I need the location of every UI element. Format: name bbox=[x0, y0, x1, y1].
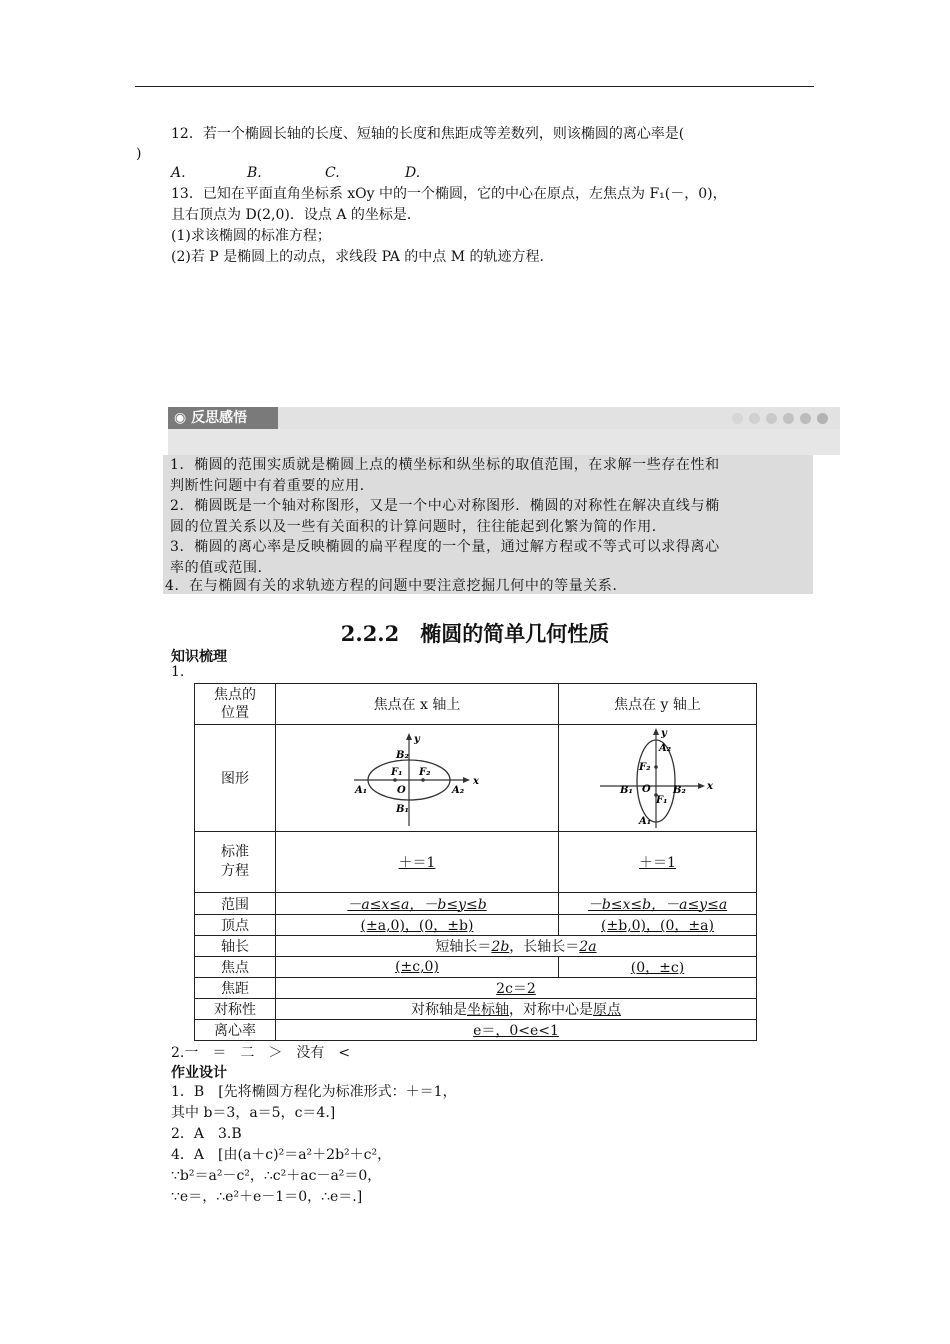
range-y bbox=[559, 893, 757, 915]
label-origin: O bbox=[641, 784, 651, 795]
eq-y-value: ＋＝1 bbox=[639, 855, 676, 871]
focus-x-value: (±c,0) bbox=[395, 959, 439, 975]
label-b1: B₁ bbox=[619, 785, 633, 796]
label-origin: O bbox=[397, 785, 406, 796]
reflection-text bbox=[170, 455, 812, 578]
dot-icon bbox=[783, 413, 794, 424]
label-a2: A₂ bbox=[658, 743, 671, 754]
reflection-line: 判断性问题中有着重要的应用． bbox=[170, 477, 375, 494]
q12-option-a: A. bbox=[171, 165, 186, 181]
item-1: 1. bbox=[171, 664, 185, 680]
knowledge-heading: 知识梳理 bbox=[171, 649, 227, 665]
ellipse-x-figure bbox=[352, 728, 482, 828]
label-f1: F₁ bbox=[391, 767, 403, 778]
section-title: 2.2.2 椭圆的简单几何性质 bbox=[340, 621, 610, 646]
symmetry-mid: ，对称中心是 bbox=[509, 1002, 593, 1018]
axis-length-mid: ，长轴长＝ bbox=[509, 939, 580, 955]
label-f2: F₂ bbox=[419, 767, 431, 778]
axis-length-label: 轴长 bbox=[195, 936, 276, 957]
reflection-line: 圆的位置关系以及一些有关面积的计算问题时，往往能起到化繁为简的作用． bbox=[170, 518, 667, 535]
focus-y-value: (0，±c) bbox=[630, 960, 685, 976]
focal-distance-value bbox=[276, 978, 757, 999]
dot-icon bbox=[800, 413, 811, 424]
label-a1: A₁ bbox=[355, 785, 368, 796]
label-f2: F₂ bbox=[638, 762, 650, 773]
focal-distance-label: 焦距 bbox=[195, 978, 276, 999]
table-row bbox=[195, 1020, 757, 1041]
homework-answers bbox=[171, 1082, 457, 1208]
homework-line: ∵b²＝a²－c²，∴c²＋ac－a²＝0， bbox=[171, 1168, 382, 1184]
homework-line: 4．A [由(a＋c)²＝a²＋2b²＋c²， bbox=[171, 1147, 392, 1163]
range-x-value: －a≤x≤a，－b≤y≤b bbox=[347, 896, 487, 913]
vertex-y bbox=[559, 915, 757, 936]
q12-paren: ) bbox=[136, 146, 142, 162]
symmetry-label: 对称性 bbox=[195, 999, 276, 1020]
eq-x bbox=[276, 832, 559, 893]
vertex-x-value: (±a,0)，(0，±b) bbox=[360, 918, 474, 934]
reflection-header: ◉ 反思感悟 bbox=[168, 407, 278, 429]
item-2-answers: 2.一 ＝ 二 ＞ 没有 < bbox=[171, 1045, 351, 1061]
axis-length-prefix: 短轴长＝ bbox=[435, 939, 492, 955]
header-y-axis: 焦点在 y 轴上 bbox=[559, 684, 757, 725]
reflection-last-line: 4．在与椭圆有关的求轨迹方程的问题中要注意挖掘几何中的等量关系． bbox=[165, 578, 628, 594]
figure-x-cell bbox=[276, 725, 559, 832]
symmetry-axis-value: 坐标轴 bbox=[467, 1002, 509, 1018]
major-axis-value: 2a bbox=[579, 939, 597, 955]
eq-label bbox=[195, 832, 276, 893]
q13-line1: 13．已知在平面直角坐标系 xOy 中的一个椭圆，它的中心在原点，左焦点为 F₁(－，0)， bbox=[171, 186, 727, 202]
reflection-line: 2．椭圆既是一个轴对称图形，又是一个中心对称图形．椭圆的对称性在解决直线与椭 bbox=[170, 498, 720, 514]
reflection-line: 率的值或范围． bbox=[170, 559, 273, 576]
table-row bbox=[195, 832, 757, 893]
homework-line: 1．B [先将椭圆方程化为标准形式：＋＝1， bbox=[171, 1084, 457, 1100]
dot-icon bbox=[817, 413, 828, 424]
table-row bbox=[195, 957, 757, 978]
dot-icon bbox=[732, 413, 743, 424]
table-row bbox=[195, 725, 757, 832]
axis-length-value bbox=[276, 936, 757, 957]
figure-label: 图形 bbox=[195, 725, 276, 832]
focus-x bbox=[276, 957, 559, 978]
reflection-band bbox=[168, 429, 840, 455]
header-x-axis: 焦点在 x 轴上 bbox=[276, 684, 559, 725]
homework-line: 2．A 3.B bbox=[171, 1126, 242, 1142]
table-row bbox=[195, 893, 757, 915]
focus-label: 焦点 bbox=[195, 957, 276, 978]
table-row bbox=[195, 915, 757, 936]
eq-label-line: 方程 bbox=[221, 863, 249, 879]
vertex-x bbox=[276, 915, 559, 936]
label-y: y bbox=[414, 734, 420, 745]
eq-label-line: 标准 bbox=[221, 844, 249, 860]
header-position-line: 位置 bbox=[221, 705, 249, 721]
eq-y bbox=[559, 832, 757, 893]
range-x bbox=[276, 893, 559, 915]
homework-line: 其中 b＝3，a＝5，c＝4.] bbox=[171, 1105, 336, 1121]
label-b1: B₁ bbox=[396, 804, 409, 815]
header-position-line: 焦点的 bbox=[214, 687, 256, 703]
label-b2: B₂ bbox=[672, 785, 686, 796]
ellipse-y-figure bbox=[598, 726, 718, 830]
symmetry-value bbox=[276, 999, 757, 1020]
reflection-banner bbox=[168, 407, 840, 429]
q12-option-c: C. bbox=[325, 165, 340, 181]
table-row bbox=[195, 999, 757, 1020]
eccentricity-text: e＝，0<e<1 bbox=[473, 1023, 559, 1039]
symmetry-center-value: 原点 bbox=[593, 1002, 621, 1018]
q13-part1: (1)求该椭圆的标准方程； bbox=[171, 228, 331, 244]
header-rule bbox=[135, 86, 814, 87]
eccentricity-value bbox=[276, 1020, 757, 1041]
minor-axis-value: 2b bbox=[491, 939, 510, 955]
focal-distance-text: 2c＝2 bbox=[496, 981, 536, 997]
banner-dots bbox=[726, 412, 828, 428]
focus-y bbox=[559, 957, 757, 978]
range-y-value: －b≤x≤b，－a≤y≤a bbox=[587, 896, 728, 913]
eccentricity-label: 离心率 bbox=[195, 1020, 276, 1041]
symmetry-prefix: 对称轴是 bbox=[411, 1002, 467, 1018]
label-f1: F₁ bbox=[655, 795, 667, 806]
reflection-line: 1．椭圆的范围实质就是椭圆上点的横坐标和纵坐标的取值范围，在求解一些存在性和 bbox=[170, 457, 720, 473]
label-a1: A₁ bbox=[638, 816, 651, 827]
homework-heading: 作业设计 bbox=[171, 1065, 227, 1081]
q12-option-d: D. bbox=[405, 165, 421, 181]
table-row bbox=[195, 936, 757, 957]
label-a2: A₂ bbox=[452, 785, 465, 796]
q12-text: 12．若一个椭圆长轴的长度、短轴的长度和焦距成等差数列，则该椭圆的离心率是( bbox=[171, 126, 685, 142]
vertex-y-value: (±b,0)，(0，±a) bbox=[601, 918, 714, 934]
vertex-label: 顶点 bbox=[195, 915, 276, 936]
eq-x-value: ＋＝1 bbox=[398, 855, 436, 871]
q13-line2: 且右顶点为 D(2,0)．设点 A 的坐标是． bbox=[171, 207, 421, 223]
range-label: 范围 bbox=[195, 893, 276, 915]
table-row bbox=[195, 684, 757, 725]
reflection-line: 3．椭圆的离心率是反映椭圆的扁平程度的一个量，通过解方程或不等式可以求得离心 bbox=[170, 539, 720, 555]
label-y: y bbox=[660, 728, 667, 739]
dot-icon bbox=[749, 413, 760, 424]
label-x: x bbox=[473, 776, 479, 787]
label-b2: B₂ bbox=[396, 750, 409, 761]
table-row bbox=[195, 978, 757, 999]
figure-y-cell bbox=[559, 725, 757, 832]
label-x: x bbox=[706, 781, 713, 792]
homework-line: ∵e＝，∴e²＋e－1＝0，∴e＝.] bbox=[171, 1189, 363, 1205]
dot-icon bbox=[766, 413, 777, 424]
header-position bbox=[195, 684, 276, 725]
properties-table bbox=[194, 683, 757, 1041]
q13-part2: (2)若 P 是椭圆上的动点，求线段 PA 的中点 M 的轨迹方程． bbox=[171, 249, 554, 265]
q12-option-b: B. bbox=[247, 165, 262, 181]
